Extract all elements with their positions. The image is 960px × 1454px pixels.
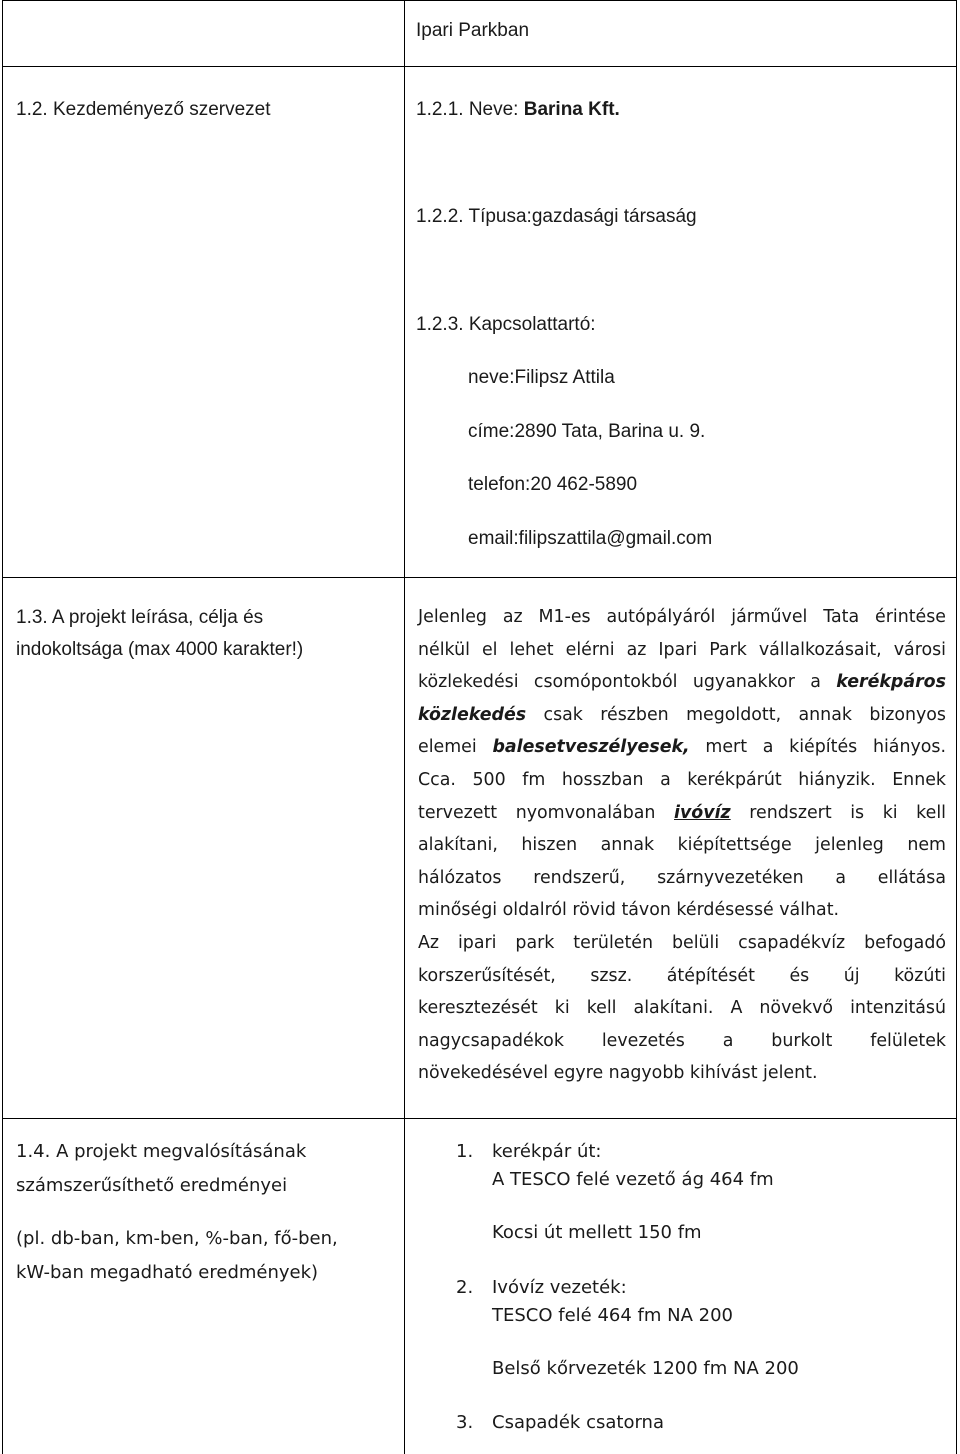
row-divider — [2, 1118, 957, 1119]
p1-line: Cca. 500 fm hosszban a kerékpárút hiányzik. Ennek — [418, 769, 946, 790]
p1-line: nélkül el lehet elérni az Ipari Park vállalkozásait, városi — [418, 639, 946, 660]
name-value: Barina Kft. — [523, 99, 620, 120]
organization-name — [416, 99, 620, 121]
highlight-ivoviz: ivóvíz — [674, 802, 731, 823]
p2-line: korszerűsítését, szsz. átépítését és új közúti — [418, 965, 946, 986]
organization-label: 1.2. Kezdeményező szervezet — [16, 99, 271, 120]
result-item-line: Belső kőrvezeték 1200 fm NA 200 — [492, 1358, 799, 1379]
result-item-title: Ivóvíz vezeték: — [492, 1277, 627, 1298]
contact-email: email:filipszattila@gmail.com — [468, 528, 713, 549]
p1-line: hálózatos rendszerű, szárnyvezetéken a ellátása — [418, 867, 946, 888]
contact-title: 1.2.3. Kapcsolattartó: — [416, 314, 596, 335]
highlight-kerekparos: kerékpáros — [836, 672, 946, 693]
results-label-line1: 1.4. A projekt megvalósításának — [16, 1141, 307, 1162]
p2-line: Az ipari park területén belüli csapadékvíz befogadó — [418, 933, 946, 953]
p1-text: elemei — [418, 737, 493, 758]
p1-text: közlekedési csomópontokból ugyanakkor a — [418, 672, 837, 693]
highlight-kozlekedes: közlekedés — [418, 704, 527, 725]
result-item-title: Csapadék csatorna — [492, 1412, 664, 1433]
result-item-number: 1. — [456, 1141, 474, 1162]
results-label-line3: (pl. db-ban, km-ben, %-ban, fő-ben, — [16, 1228, 338, 1249]
row0-right-text: Ipari Parkban — [416, 20, 530, 41]
p1-text: csak részben megoldott, annak bizonyos — [526, 704, 946, 725]
row-divider — [2, 66, 957, 67]
result-item-line: Kocsi út mellett 150 fm — [492, 1222, 702, 1243]
p1-line — [418, 699, 946, 732]
p1-line: alakítani, hiszen annak kiépítettsége jelenleg nem — [418, 835, 946, 856]
contact-name: neve:Filipsz Attila — [468, 367, 615, 388]
p1-text: rendszert is ki kell — [730, 802, 946, 823]
p1-line — [418, 797, 946, 830]
contact-address: címe:2890 Tata, Barina u. 9. — [468, 421, 706, 442]
result-item-title: kerékpár út: — [492, 1141, 602, 1162]
description-label-line2: indokoltsága (max 4000 karakter!) — [16, 639, 304, 660]
p1-text: mert a kiépítés hiányos. — [689, 737, 947, 758]
description-paragraph-1 — [418, 601, 946, 927]
result-item-line: TESCO felé 464 fm NA 200 — [492, 1305, 733, 1326]
highlight-balesetveszelyesek: balesetveszélyesek, — [492, 737, 690, 758]
result-item-line: A TESCO felé vezető ág 464 fm — [492, 1169, 774, 1190]
contact-phone: telefon:20 462-5890 — [468, 474, 638, 495]
p2-line: nagycsapadékok levezetés a burkolt felületek — [418, 1030, 946, 1051]
p1-text: tervezett nyomvonalában — [418, 802, 674, 823]
p1-line: Jelenleg az M1-es autópályáról járművel Tata érintése — [418, 607, 946, 627]
organization-type: 1.2.2. Típusa:gazdasági társaság — [416, 206, 697, 227]
p1-line — [418, 666, 946, 699]
p1-line — [418, 731, 946, 764]
result-item-number: 2. — [456, 1277, 474, 1298]
description-paragraph-2 — [418, 927, 946, 1090]
result-item-number: 3. — [456, 1412, 474, 1433]
column-divider — [404, 0, 405, 1454]
p2-line: növekedésével egyre nagyobb kihívást jelent. — [418, 1063, 818, 1084]
p1-line: minőségi oldalról rövid távon kérdésessé válhat. — [418, 900, 840, 921]
p2-line: keresztezését ki kell alakítani. A növekvő intenzitású — [418, 998, 946, 1019]
name-prefix: 1.2.1. Neve: — [416, 99, 524, 120]
description-label-line1: 1.3. A projekt leírása, célja és — [16, 607, 264, 628]
results-label-line2: számszerűsíthető eredményei — [16, 1175, 288, 1196]
results-label-line4: kW-ban megadható eredmények) — [16, 1262, 319, 1283]
row-divider — [2, 577, 957, 578]
